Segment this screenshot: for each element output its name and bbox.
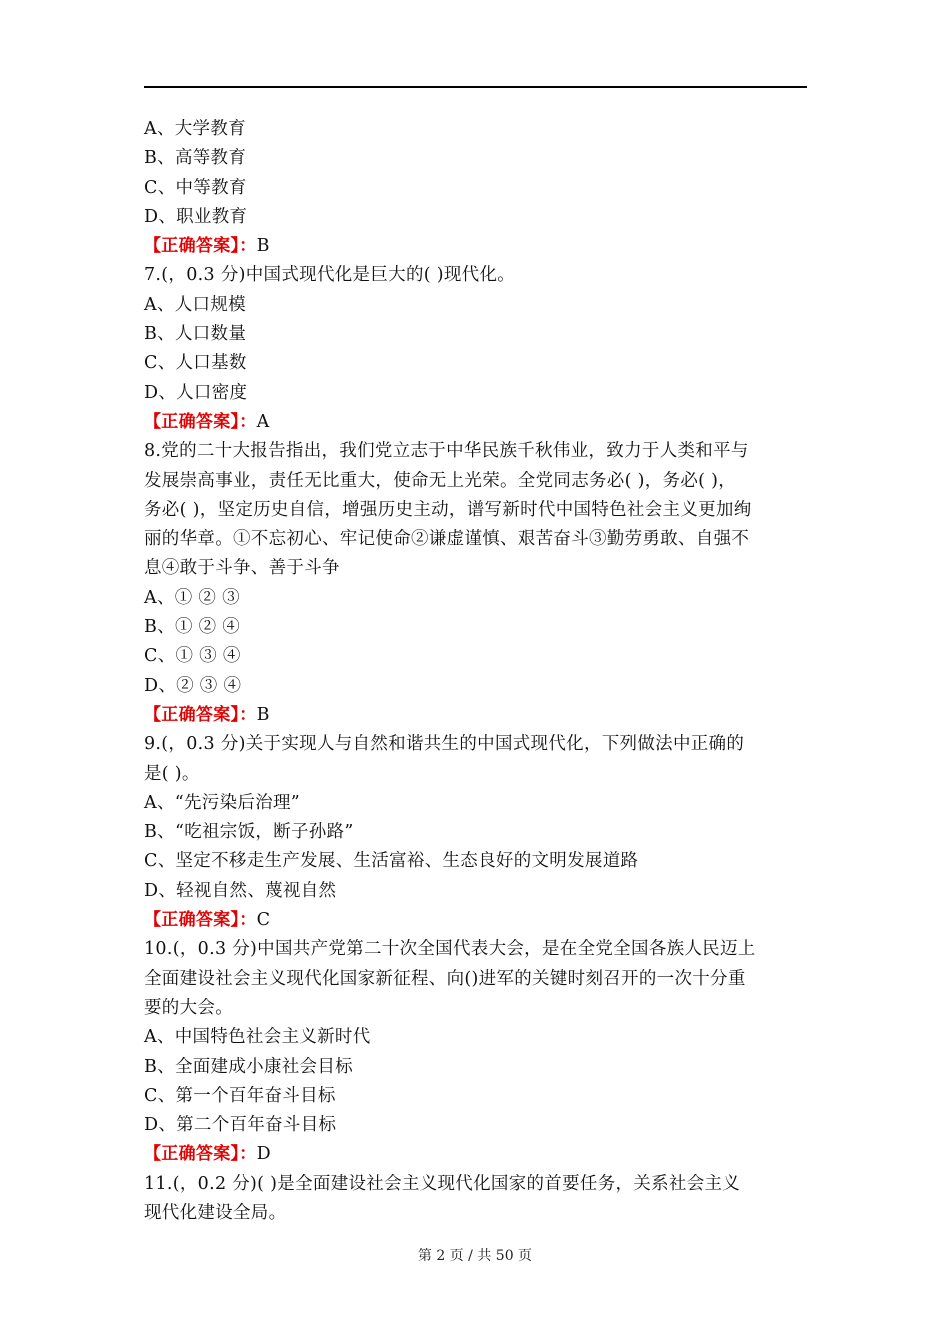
option-c: C、人口基数 xyxy=(144,353,247,374)
answer-value: B xyxy=(256,704,270,725)
option-b: B、“吃祖宗饭，断子孙路” xyxy=(144,822,354,843)
option-d: D、轻视自然、蔑视自然 xyxy=(144,880,337,901)
question-text: 现代化建设全局。 xyxy=(144,1202,287,1223)
option-b: B、高等教育 xyxy=(144,148,247,169)
question-list xyxy=(144,115,814,1228)
answer-line xyxy=(144,232,814,261)
option-a: A、中国特色社会主义新时代 xyxy=(144,1027,371,1048)
option-c: C、中等教育 xyxy=(144,177,247,198)
option-d: D、人口密度 xyxy=(144,382,248,403)
option-b: B、全面建成小康社会目标 xyxy=(144,1056,353,1077)
question-text: 发展崇高事业，责任无比重大，使命无上光荣。全党同志务必( )，务必( )， xyxy=(144,470,737,491)
answer-value: B xyxy=(256,236,270,257)
question-text: 息④敢于斗争、善于斗争 xyxy=(144,558,340,579)
option-d: D、② ③ ④ xyxy=(144,675,242,696)
question-text: 10.(，0.3 分)中国共产党第二十次全国代表大会，是在全党全国各族人民迈上 xyxy=(144,939,756,960)
option-a: A、“先污染后治理” xyxy=(144,792,301,813)
question-text: 全面建设社会主义现代化国家新征程、向()进军的关键时刻召开的一次十分重 xyxy=(144,968,746,989)
option-c: C、坚定不移走生产发展、生活富裕、生态良好的文明发展道路 xyxy=(144,851,639,872)
question-block xyxy=(144,261,814,437)
answer-line xyxy=(144,906,814,935)
answer-label: 【正确答案】： xyxy=(144,236,257,257)
answer-label: 【正确答案】： xyxy=(144,411,257,432)
option-d: D、职业教育 xyxy=(144,206,248,227)
question-text: 是( )。 xyxy=(144,763,200,784)
question-text: 丽的华章。①不忘初心、牢记使命②谦虚谨慎、艰苦奋斗③勤劳勇敢、自强不 xyxy=(144,529,750,550)
question-text: 8.党的二十大报告指出，我们党立志于中华民族千秋伟业，致力于人类和平与 xyxy=(144,441,749,462)
answer-line xyxy=(144,408,814,437)
question-block xyxy=(144,730,814,935)
answer-label: 【正确答案】： xyxy=(144,910,257,931)
option-a: A、人口规模 xyxy=(144,294,246,315)
question-text: 7.(，0.3 分)中国式现代化是巨大的( )现代化。 xyxy=(144,265,516,286)
answer-label: 【正确答案】： xyxy=(144,1144,257,1165)
question-block xyxy=(144,115,814,261)
option-b: B、① ② ④ xyxy=(144,617,241,638)
answer-label: 【正确答案】： xyxy=(144,704,257,725)
question-text: 务必( )，坚定历史自信，增强历史主动，谱写新时代中国特色社会主义更加绚 xyxy=(144,499,752,520)
question-block xyxy=(144,1170,814,1229)
question-block xyxy=(144,935,814,1169)
answer-value: D xyxy=(256,1144,271,1165)
answer-line xyxy=(144,701,814,730)
page-footer: 第 2 页 / 共 50 页 xyxy=(417,1248,533,1264)
question-block xyxy=(144,437,814,730)
option-c: C、① ③ ④ xyxy=(144,646,241,667)
header-rule xyxy=(144,86,807,88)
question-text: 9.(，0.3 分)关于实现人与自然和谐共生的中国式现代化，下列做法中正确的 xyxy=(144,734,745,755)
question-text: 要的大会。 xyxy=(144,997,233,1018)
answer-value: C xyxy=(256,910,271,931)
option-a: A、大学教育 xyxy=(144,119,246,139)
option-d: D、第二个百年奋斗目标 xyxy=(144,1115,337,1136)
question-text: 11.(，0.2 分)( )是全面建设社会主义现代化国家的首要任务，关系社会主义 xyxy=(144,1173,741,1194)
answer-line xyxy=(144,1140,814,1169)
option-b: B、人口数量 xyxy=(144,324,247,345)
option-a: A、① ② ③ xyxy=(144,587,240,608)
answer-value: A xyxy=(256,411,270,432)
option-c: C、第一个百年奋斗目标 xyxy=(144,1085,336,1106)
